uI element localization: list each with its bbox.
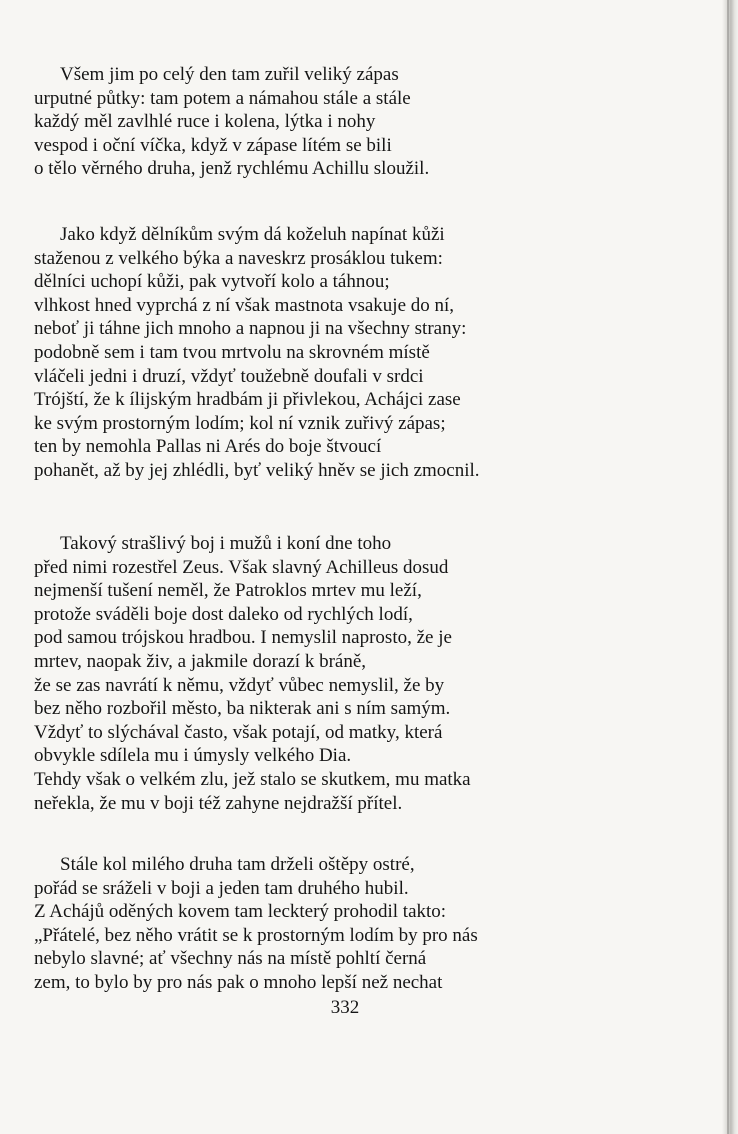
verse-line: ten by nemohla Pallas ni Arés do boje štvoucí (34, 436, 382, 458)
stanza (34, 532, 684, 815)
verse-line: protože sváděli boje dost daleko od rychlých lodí, (34, 603, 413, 625)
verse-line: Z Achájů oděných kovem tam leckterý prohodil takto: (34, 901, 447, 923)
verse-line: o tělo věrného druha, jenž rychlému Achillu sloužil. (34, 158, 430, 180)
verse-line: staženou z velkého býka a naveskrz prosáklou tukem: (34, 247, 443, 269)
verse-line: Tehdy však o velkém zlu, jež stalo se skutkem, mu matka (34, 768, 471, 790)
verse-line: bez něho rozbořil město, ba nikterak ani s ním samým. (34, 698, 451, 720)
verse-line: vláčeli jedni i druzí, vždyť toužebně doufali v srdci (34, 365, 424, 387)
verse-line: mrtev, naopak živ, a jakmile dorazí k bráně, (34, 650, 367, 672)
page-number: 332 (330, 997, 360, 1018)
verse-line: Všem jim po celý den tam zuřil veliký zápas (60, 64, 399, 85)
verse-line: pořád se sráželi v boji a jeden tam druhého hubil. (34, 877, 409, 899)
verse-line: neřekla, že mu v boji též zahyne nejdražší přítel. (34, 792, 403, 814)
verse-line: Stále kol milého druha tam drželi oštěpy ostré, (60, 854, 415, 875)
verse-line: ke svým prostorným lodím; kol ní vznik zuřivý zápas; (34, 412, 446, 434)
verse-line: urputné půtky: tam potem a námahou stále a stále (34, 87, 411, 109)
stanza (34, 63, 684, 181)
verse-line: vespod i oční víčka, když v zápase lítém se bili (34, 134, 392, 156)
verse-line: Trójští, že k ílijským hradbám ji přivlekou, Achájci zase (34, 389, 461, 411)
verse-line: před nimi rozestřel Zeus. Však slavný Achilleus dosud (34, 556, 449, 578)
verse-line: každý měl zavlhlé ruce i kolena, lýtka i nohy (34, 111, 376, 133)
verse-line: pohanět, až by jej zhlédli, byť veliký hněv se jich zmocnil. (34, 459, 480, 481)
verse-line: nebylo slavné; ať všechny nás na místě pohltí černá (34, 948, 427, 970)
stanza (34, 853, 684, 995)
verse-line: že se zas navrátí k němu, vždyť vůbec nemyslil, že by (34, 674, 445, 696)
verse-line: obvykle sdílela mu i úmysly velkého Dia. (34, 745, 352, 767)
verse-line: dělníci uchopí kůži, pak vytvoří kolo a táhnou; (34, 271, 390, 293)
verse-line: vlhkost hned vyprchá z ní však mastnota vsakuje do ní, (34, 294, 455, 316)
verse-line: Takový strašlivý boj i mužů i koní dne toho (60, 533, 392, 554)
verse-line: pod samou trójskou hradbou. I nemyslil naprosto, že je (34, 627, 452, 649)
stanza (34, 223, 684, 483)
verse-line: Vždyť to slýchával často, však potají, od matky, která (34, 721, 443, 743)
verse-line: „Přátelé, bez něho vrátit se k prostorným lodím by pro nás (34, 924, 478, 946)
verse-line: Jako když dělníkům svým dá koželuh napínat kůži (60, 224, 445, 245)
page-binding-edge (722, 0, 738, 1134)
verse-line: podobně sem i tam tvou mrtvolu na skrovném místě (34, 341, 430, 363)
verse-line: neboť ji táhne jich mnoho a napnou ji na všechny strany: (34, 318, 467, 340)
verse-line: zem, to bylo by pro nás pak o mnoho lepší než nechat (34, 971, 443, 993)
page-binding-shadow (727, 0, 729, 1134)
verse-line: nejmenší tušení neměl, že Patroklos mrtev mu leží, (34, 580, 422, 602)
